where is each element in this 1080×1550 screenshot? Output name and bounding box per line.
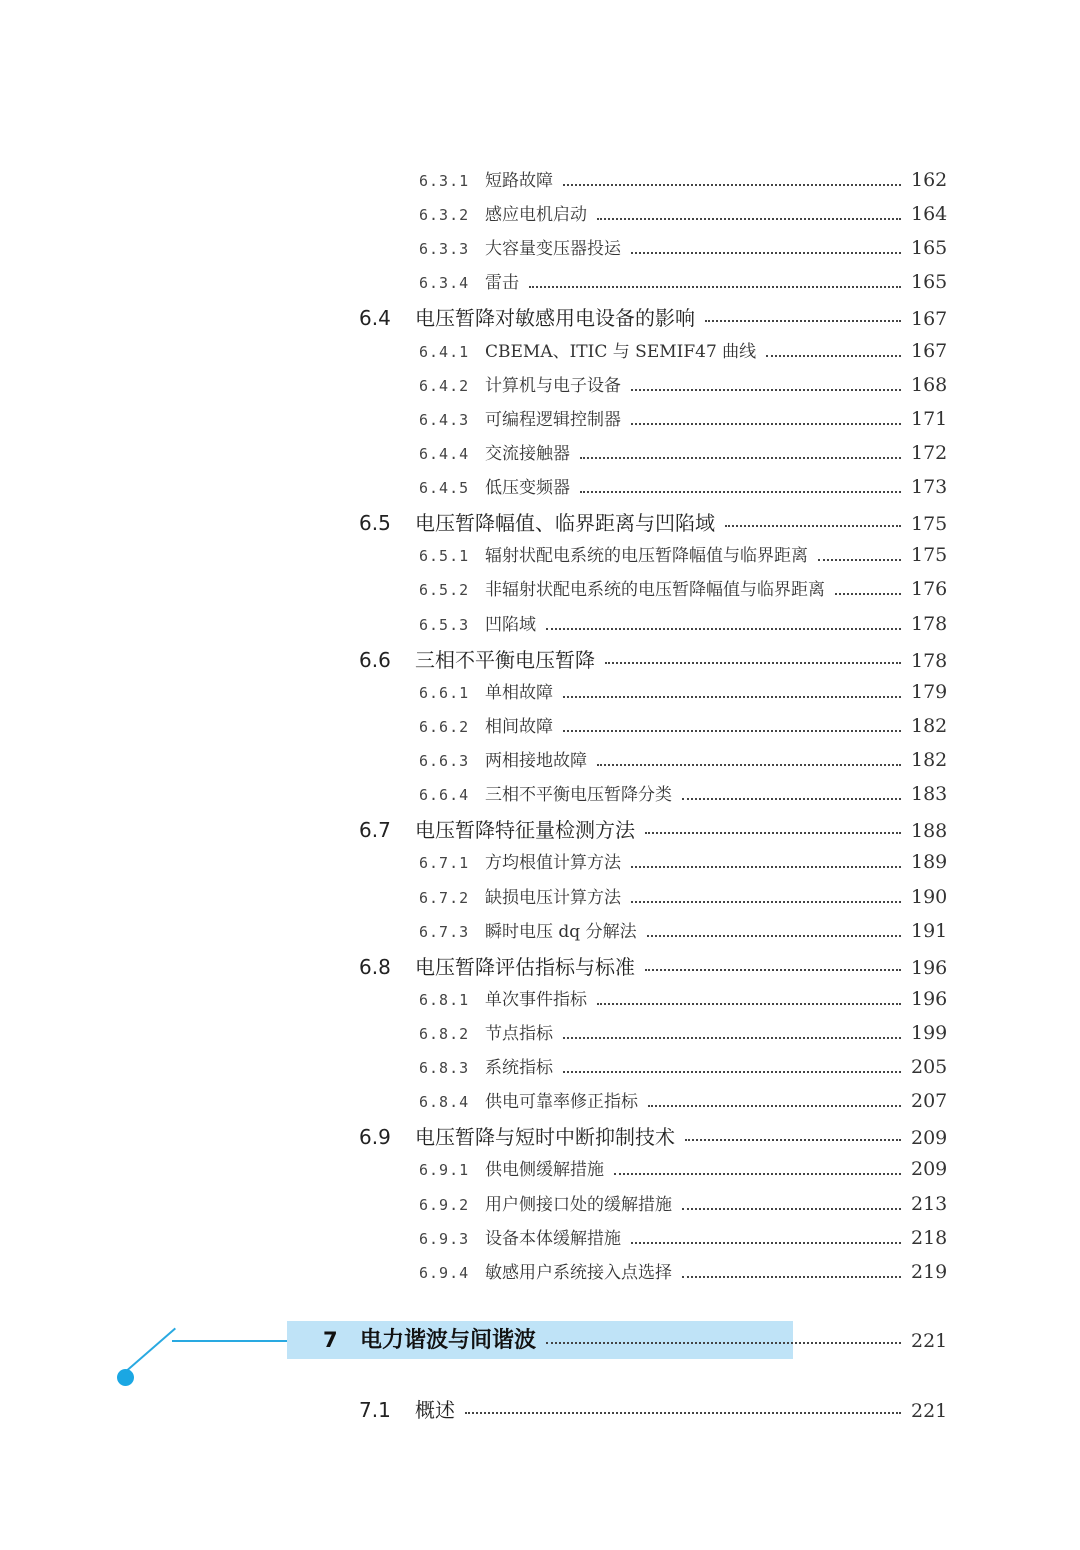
entry-title: 感应电机启动: [485, 205, 587, 226]
entry-title: 系统指标: [485, 1058, 553, 1079]
toc-subsection-row[interactable]: [419, 610, 948, 644]
entry-page-number: 205: [911, 1056, 948, 1079]
leader-dots: [580, 491, 901, 493]
entry-number: 7.1: [359, 1398, 391, 1422]
entry-title: 凹陷域: [485, 614, 536, 635]
entry-title: 可编程逻辑控制器: [485, 409, 621, 430]
leader-dots: [597, 218, 901, 220]
entry-page-number: 178: [911, 612, 948, 635]
entry-number: 6.7.2: [419, 888, 470, 907]
entry-title: 三相不平衡电压暂降: [415, 647, 595, 672]
entry-page-number: 178: [911, 649, 948, 672]
toc-subsection-row[interactable]: [419, 883, 948, 917]
toc-subsection-row[interactable]: [419, 1155, 948, 1189]
entry-number: 6.6.4: [419, 786, 470, 805]
entry-title: 大容量变压器投运: [485, 239, 621, 260]
entry-number: 6.5.3: [419, 615, 470, 634]
leader-dots: [529, 286, 901, 288]
entry-number: 6.9.1: [419, 1161, 470, 1180]
entry-number: 6.6.1: [419, 683, 470, 702]
entry-title: 电压暂降评估指标与标准: [415, 954, 635, 979]
chapter-page-number: 221: [911, 1330, 948, 1352]
leader-dots: [682, 1276, 901, 1278]
leader-dots: [682, 798, 901, 800]
entry-title: 瞬时电压 dq 分解法: [485, 921, 637, 942]
leader-dots: [605, 662, 901, 664]
entry-title: 三相不平衡电压暂降分类: [485, 785, 672, 806]
entry-number: 6.8.4: [419, 1093, 470, 1112]
entry-number: 6.4: [359, 306, 391, 331]
leader-dots: [647, 935, 901, 937]
chapter-connector-line: [172, 1340, 303, 1342]
toc-subsection-row[interactable]: [419, 780, 948, 814]
entry-page-number: 219: [911, 1260, 948, 1283]
toc-subsection-row[interactable]: [419, 439, 948, 473]
entry-page-number: 176: [911, 578, 948, 601]
entry-title: CBEMA、ITIC 与 SEMIF47 曲线: [485, 341, 757, 362]
entry-number: 6.9.4: [419, 1263, 470, 1282]
entry-page-number: 196: [911, 987, 948, 1010]
leader-dots: [546, 1342, 901, 1344]
leader-dots: [631, 901, 901, 903]
entry-page-number: 165: [911, 237, 948, 260]
leader-dots: [563, 730, 901, 732]
toc-section-row[interactable]: [359, 302, 948, 336]
entry-number: 6.7.1: [419, 854, 470, 873]
leader-dots: [648, 1105, 901, 1107]
leader-dots: [766, 355, 901, 357]
toc-chapter-row[interactable]: [323, 1323, 948, 1359]
toc-section-row[interactable]: [359, 814, 948, 848]
entry-number: 6.9.2: [419, 1195, 470, 1214]
leader-dots: [546, 628, 901, 630]
entry-number: 6.7.3: [419, 922, 470, 941]
entry-number: 6.8.1: [419, 990, 470, 1009]
toc-subsection-row[interactable]: [419, 985, 948, 1019]
entry-title: 电压暂降特征量检测方法: [415, 818, 635, 843]
entry-title: 辐射状配电系统的电压暂降幅值与临界距离: [485, 546, 808, 567]
leader-dots: [685, 1139, 901, 1141]
entry-page-number: 172: [911, 441, 948, 464]
toc-subsection-row[interactable]: [419, 1224, 948, 1258]
toc-subsection-row[interactable]: [419, 575, 948, 609]
toc-subsection-row[interactable]: [419, 848, 948, 882]
entry-number: 6.4.5: [419, 479, 470, 498]
entry-title: 设备本体缓解措施: [485, 1228, 621, 1249]
entry-number: 6.9: [359, 1125, 391, 1150]
toc-subsection-row[interactable]: [419, 1087, 948, 1121]
entry-page-number: 191: [911, 919, 948, 942]
entry-title: 单次事件指标: [485, 989, 587, 1010]
toc-section-row[interactable]: [359, 644, 948, 678]
entry-page-number: 165: [911, 271, 948, 294]
toc-section-row[interactable]: [359, 1121, 948, 1155]
entry-title: 缺损电压计算方法: [485, 887, 621, 908]
entry-number: 6.3.2: [419, 206, 470, 225]
entry-page-number: 188: [911, 820, 948, 843]
entry-title: 概述: [415, 1398, 455, 1422]
entry-page-number: 213: [911, 1192, 948, 1215]
entry-title: 电压暂降对敏感用电设备的影响: [415, 306, 695, 331]
entry-number: 6.4.3: [419, 410, 470, 429]
leader-dots: [682, 1208, 901, 1210]
leader-dots: [631, 866, 901, 868]
entry-page-number: 168: [911, 373, 948, 396]
entry-title: 非辐射状配电系统的电压暂降幅值与临界距离: [485, 580, 825, 601]
toc-subsection-row[interactable]: [419, 166, 948, 200]
toc-subsection-row[interactable]: [419, 1019, 948, 1053]
leader-dots: [563, 184, 901, 186]
entry-page-number: 164: [911, 203, 948, 226]
toc-subsection-row[interactable]: [419, 678, 948, 712]
entry-page-number: 196: [911, 956, 948, 979]
leader-dots: [580, 457, 901, 459]
entry-number: 6.5.2: [419, 581, 470, 600]
leader-dots: [563, 696, 901, 698]
entry-title: 交流接触器: [485, 443, 570, 464]
leader-dots: [631, 1242, 901, 1244]
chapter-marker-dot: [117, 1369, 134, 1386]
leader-dots: [705, 320, 901, 322]
entry-title: 雷击: [485, 273, 519, 294]
entry-title: 短路故障: [485, 171, 553, 191]
entry-page-number: 167: [911, 339, 948, 362]
leader-dots: [835, 593, 901, 595]
entry-title: 电压暂降幅值、临界距离与凹陷域: [415, 511, 715, 536]
leader-dots: [645, 832, 901, 834]
entry-title: 用户侧接口处的缓解措施: [485, 1194, 672, 1215]
entry-page-number: 207: [911, 1090, 948, 1113]
entry-page-number: 190: [911, 885, 948, 908]
toc-subsection-row[interactable]: [419, 473, 948, 507]
entry-page-number: 175: [911, 544, 948, 567]
entry-number: 6.8.2: [419, 1025, 470, 1043]
toc-section-row[interactable]: [359, 951, 948, 985]
entry-page-number: 221: [911, 1400, 948, 1422]
entry-page-number: 218: [911, 1226, 948, 1249]
leader-dots: [631, 423, 901, 425]
entry-title: 供电侧缓解措施: [485, 1160, 604, 1181]
toc-subsection-row[interactable]: [419, 337, 948, 371]
entry-page-number: 171: [911, 407, 948, 430]
entry-number: 6.6.2: [419, 717, 470, 736]
entry-number: 6.4.2: [419, 376, 470, 395]
leader-dots: [645, 969, 901, 971]
entry-page-number: 183: [911, 783, 948, 806]
toc-subsection-row[interactable]: [419, 405, 948, 439]
entry-page-number: 182: [911, 714, 948, 737]
entry-page-number: 182: [911, 749, 948, 772]
leader-dots: [563, 1071, 901, 1073]
toc-subsection-row[interactable]: [419, 746, 948, 780]
chapter-number: 7: [323, 1328, 338, 1352]
toc-subsection-row[interactable]: [419, 371, 948, 405]
entry-page-number: 173: [911, 476, 948, 499]
entry-number: 6.3.3: [419, 240, 470, 259]
toc-section-row[interactable]: [359, 1394, 948, 1428]
toc-subsection-row[interactable]: [419, 234, 948, 268]
entry-number: 6.7: [359, 818, 391, 843]
leader-dots: [631, 252, 901, 254]
toc-section-row[interactable]: [359, 507, 948, 541]
entry-number: 6.6: [359, 647, 391, 672]
entry-number: 6.3.1: [419, 172, 470, 190]
entry-title: 方均根值计算方法: [485, 853, 621, 874]
entry-title: 相间故障: [485, 716, 553, 737]
leader-dots: [614, 1173, 901, 1175]
entry-page-number: 209: [911, 1158, 948, 1181]
entry-title: 节点指标: [485, 1024, 553, 1044]
entry-title: 敏感用户系统接入点选择: [485, 1262, 672, 1283]
toc-subsection-row[interactable]: [419, 268, 948, 302]
entry-number: 6.4.1: [419, 342, 470, 361]
entry-number: 6.5.1: [419, 547, 470, 566]
toc-subsection-row[interactable]: [419, 712, 948, 746]
entry-number: 6.9.3: [419, 1229, 470, 1248]
entry-page-number: 167: [911, 308, 948, 331]
entry-title: 计算机与电子设备: [485, 375, 621, 396]
leader-dots: [465, 1412, 901, 1414]
entry-page-number: 189: [911, 851, 948, 874]
entry-number: 6.8.3: [419, 1059, 470, 1078]
toc-subsection-row[interactable]: [419, 1258, 948, 1292]
leader-dots: [818, 559, 901, 561]
chapter-title: 电力谐波与间谐波: [360, 1328, 537, 1353]
leader-dots: [597, 764, 901, 766]
leader-dots: [597, 1003, 901, 1005]
entry-title: 电压暂降与短时中断抑制技术: [415, 1125, 675, 1150]
toc-subsection-row[interactable]: [419, 541, 948, 575]
entry-title: 两相接地故障: [485, 751, 587, 772]
entry-title: 供电可靠率修正指标: [485, 1092, 638, 1113]
chapter-connector-diagonal: [123, 1328, 176, 1374]
toc-subsection-row[interactable]: [419, 1190, 948, 1224]
entry-number: 6.8: [359, 954, 391, 979]
entry-number: 6.5: [359, 511, 391, 536]
leader-dots: [725, 525, 901, 527]
entry-page-number: 179: [911, 680, 948, 703]
entry-title: 低压变频器: [485, 478, 570, 499]
entry-page-number: 175: [911, 513, 948, 536]
toc-subsection-row[interactable]: [419, 1053, 948, 1087]
entry-page-number: 162: [911, 169, 948, 191]
toc-subsection-row[interactable]: [419, 917, 948, 951]
toc-subsection-row[interactable]: [419, 200, 948, 234]
entry-number: 6.4.4: [419, 444, 470, 463]
entry-number: 6.6.3: [419, 752, 470, 771]
leader-dots: [631, 389, 901, 391]
entry-page-number: 199: [911, 1022, 948, 1044]
entry-number: 6.3.4: [419, 274, 470, 293]
leader-dots: [563, 1037, 901, 1039]
entry-title: 单相故障: [485, 682, 553, 703]
entry-page-number: 209: [911, 1127, 948, 1150]
